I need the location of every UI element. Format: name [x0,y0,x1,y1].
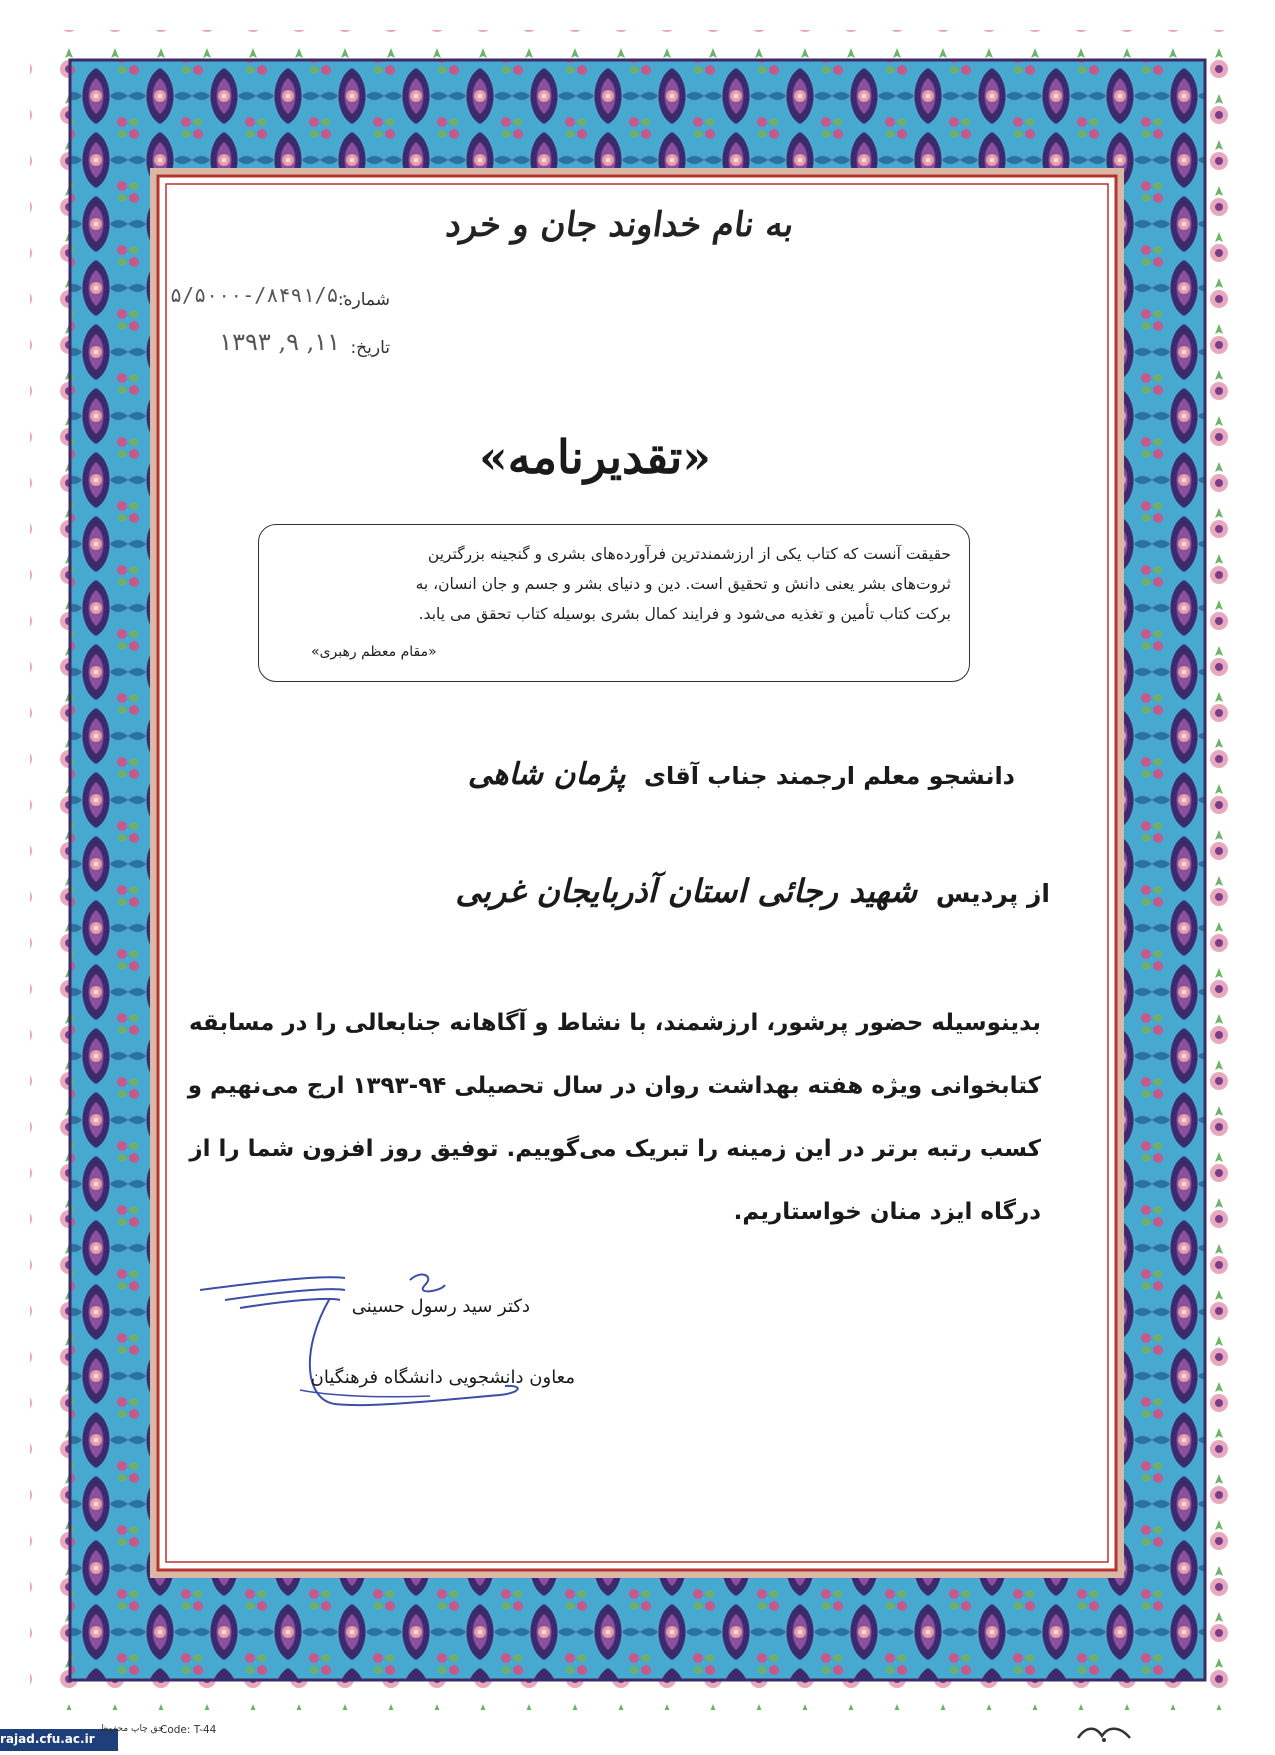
body-line: درگاه ایزد منان خواستاریم. [733,1199,1041,1225]
number-label: شماره: [337,290,390,310]
quote-line: ثروت‌های بشر یعنی دانش و تحقیق است. دین و دنیای بشر و جسم و جان انسان، به [415,575,951,593]
body-line: بدینوسیله حضور پرشور، ارزشمند، با نشاط و آگاهانه جنابعالی را در مسابقه [188,1010,1041,1036]
recipient-prefix: دانشجو معلم ارجمند جناب آقای [643,762,1015,790]
footer-code: Code: T-44 [160,1724,217,1736]
recipient-line [467,757,1015,792]
quote-attribution: «مقام معظم رهبری» [311,644,437,660]
date-value: ۱۳۹۳ ,۹ ,۱۱ [219,328,340,356]
footer-rights: حق چاپ محفوظ [100,1724,164,1734]
heading-basmala: به نام خداوند جان و خرد [443,205,797,245]
body-line: کتابخوانی ویژه هفته بهداشت روان در سال تحصیلی ۹۴-۱۳۹۳ ارج می‌نهیم و [187,1073,1041,1099]
number-value: ۵/۵۰۰۰-/۸۴۹۱/۵۰ [170,283,351,307]
quote-line: برکت کتاب تأمین و تغذیه می‌شود و فرایند کمال بشری بوسیله کتاب تحقق می یابد. [418,605,951,623]
campus-prefix: از پردیس [935,879,1050,908]
quote-box [258,524,970,682]
signer-name: دکتر سید رسول حسینی [351,1296,530,1317]
campus-line [455,872,1050,910]
body-line: کسب رتبه برتر در این زمینه را تبریک می‌گوییم. توفیق روز افزون شما را از [189,1136,1041,1162]
campus-name: شهید رجائی استان آذربایجان غربی [455,872,918,910]
certificate-title: «تقدیرنامه» [478,430,712,484]
signer-role: معاون دانشجویی دانشگاه فرهنگیان [310,1367,575,1388]
quote-line: حقیقت آنست که کتاب یکی از ارزشمندترین فرآورده‌های بشری و گنجینه بزرگترین [427,545,951,563]
publisher-logo-icon [1070,1720,1140,1746]
footer-url: rajad.cfu.ac.ir [0,1732,95,1746]
date-label: تاریخ: [350,338,390,358]
recipient-name: پژمان شاهی [467,757,626,792]
